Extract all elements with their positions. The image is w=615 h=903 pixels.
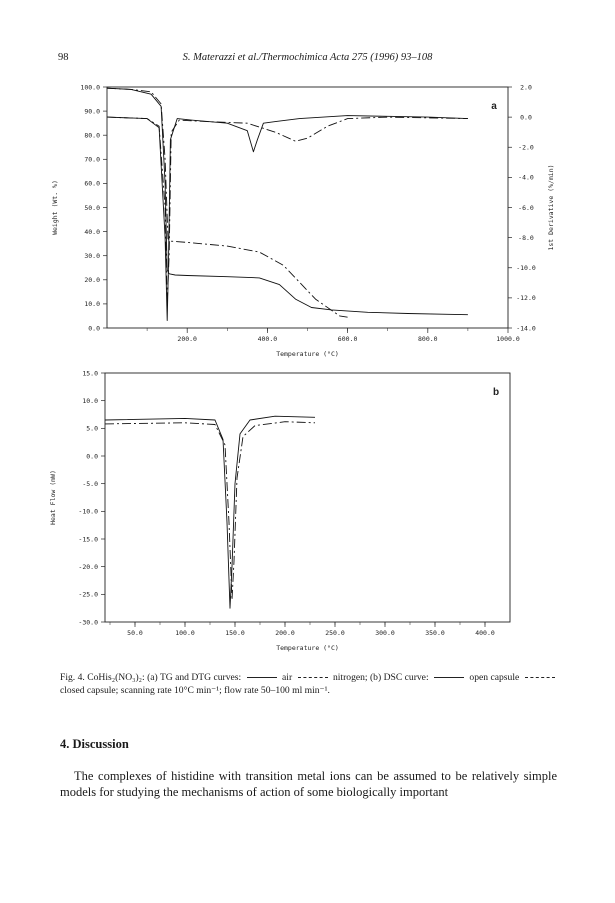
series-line-0-2 <box>107 116 468 321</box>
x-tick-label-1-4: 250.0 <box>325 629 345 637</box>
x-tick-label-1-3: 200.0 <box>275 629 295 637</box>
page-number: 98 <box>58 52 69 63</box>
x-tick-label-0-4: 1000.0 <box>496 335 520 343</box>
x-tick-label-1-1: 100.0 <box>175 629 195 637</box>
y2-tick-label-0-3: -4.0 <box>518 173 534 182</box>
series-line-1-0 <box>105 416 315 608</box>
caption-open: open <box>469 672 489 683</box>
caption-capsule: capsule <box>490 672 520 683</box>
y-tick-label-1-2: 5.0 <box>86 424 98 433</box>
y2-tick-label-0-6: -10.0 <box>516 264 536 273</box>
y-tick-label-0-3: 70.0 <box>84 155 100 164</box>
y2-tick-label-0-2: -2.0 <box>518 143 534 152</box>
series-line-0-0 <box>107 88 468 315</box>
y-tick-label-1-4: -5.0 <box>82 479 98 488</box>
legend-solid-line <box>247 677 277 678</box>
y2-tick-label-0-8: -14.0 <box>516 324 536 333</box>
y2-tick-label-0-7: -12.0 <box>516 294 536 303</box>
y-tick-label-0-5: 50.0 <box>84 203 100 212</box>
y-tick-label-1-1: 10.0 <box>82 396 98 405</box>
y-tick-label-0-1: 90.0 <box>84 107 100 116</box>
y-tick-label-1-8: -25.0 <box>78 590 98 599</box>
x-tick-label-0-1: 400.0 <box>257 335 278 343</box>
y2-tick-label-0-1: 0.0 <box>520 113 532 122</box>
y-axis-label-0: Weight (Wt. %) <box>51 180 59 235</box>
caption-label: Fig. 4. <box>60 672 85 683</box>
x-tick-label-1-2: 150.0 <box>225 629 245 637</box>
legend-solid-line-2 <box>434 677 464 678</box>
y-tick-label-0-9: 10.0 <box>84 300 100 309</box>
y-tick-label-0-6: 40.0 <box>84 227 100 236</box>
y-tick-label-1-0: 15.0 <box>82 369 98 378</box>
y-tick-label-0-0: 100.0 <box>80 83 100 92</box>
running-title: S. Materazzi et al./Thermochimica Acta 275 (1996) 93–108 <box>182 52 433 63</box>
caption-nitrogen: nitrogen; (b) DSC curve: <box>332 672 429 683</box>
y2-tick-label-0-0: 2.0 <box>520 83 532 92</box>
caption-closed: closed capsule; scanning rate 10°C min⁻¹; flow rate 50–100 ml min⁻¹. <box>60 685 330 696</box>
y2-axis-label-0: 1st Derivative (%/min) <box>547 164 555 251</box>
x-tick-label-0-3: 800.0 <box>418 335 438 343</box>
x-tick-label-0-2: 600.0 <box>337 335 358 343</box>
caption-text-1: CoHis₂(NO₃)₂: (a) TG and DTG curves: <box>87 672 242 683</box>
y-tick-label-0-4: 60.0 <box>84 179 100 188</box>
y-tick-label-0-10: 0.0 <box>88 324 100 333</box>
y-tick-label-1-7: -20.0 <box>78 562 98 571</box>
series-line-0-3 <box>107 117 468 305</box>
y-tick-label-1-9: -30.0 <box>78 618 98 627</box>
figure-caption <box>60 671 560 697</box>
caption-air: air <box>282 672 293 683</box>
series-line-0-1 <box>107 88 348 317</box>
legend-dash-line <box>298 677 328 678</box>
x-tick-label-1-0: 50.0 <box>127 629 143 637</box>
y-tick-label-1-3: 0.0 <box>86 452 98 461</box>
section-title: 4. Discussion <box>60 737 129 751</box>
series-line-1-1 <box>105 422 315 600</box>
y-axis-label-1: Heat Flow (mW) <box>49 470 57 525</box>
y-tick-label-0-8: 20.0 <box>84 276 100 285</box>
legend-dashdot-line <box>525 677 555 678</box>
x-tick-label-0-0: 200.0 <box>177 335 197 343</box>
y2-tick-label-0-4: -6.0 <box>518 203 534 212</box>
x-axis-label-1: Temperature (°C) <box>276 644 339 652</box>
y-tick-label-1-6: -15.0 <box>78 535 98 544</box>
plot-frame-1 <box>105 373 510 622</box>
y-tick-label-0-2: 80.0 <box>84 131 100 140</box>
body-paragraph: The complexes of histidine with transition metal ions can be assumed to be relatively simple models for studying the mechanisms of action of some biologically important <box>60 769 557 799</box>
x-tick-label-1-6: 350.0 <box>425 629 445 637</box>
x-tick-label-1-7: 400.0 <box>475 629 495 637</box>
y2-tick-label-0-5: -8.0 <box>518 233 534 242</box>
y-tick-label-0-7: 30.0 <box>84 252 100 260</box>
panel-label-0: a <box>491 101 497 112</box>
y-tick-label-1-5: -10.0 <box>78 507 98 516</box>
plot-frame-0 <box>107 87 508 328</box>
panel-label-1: b <box>492 387 500 398</box>
x-axis-label-0: Temperature (°C) <box>276 350 339 358</box>
x-tick-label-1-5: 300.0 <box>375 629 395 637</box>
